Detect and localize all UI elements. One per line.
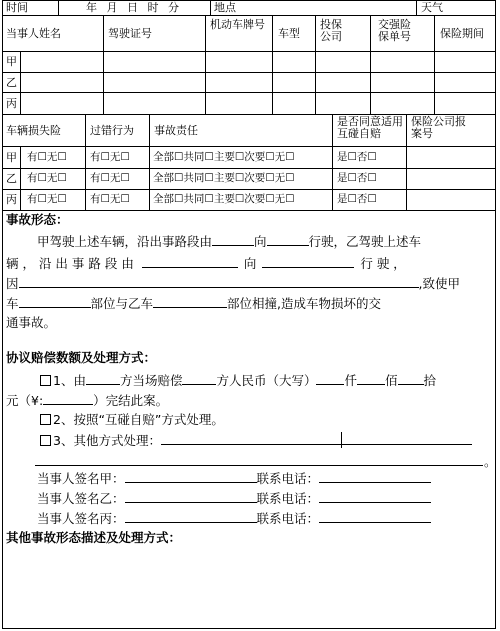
col-divider — [332, 114, 333, 210]
option-1-checkbox[interactable] — [40, 375, 51, 386]
compensation-option-1: 1、由 方当场赔偿 方人民币（大写） 仟 佰 拾 — [37, 370, 436, 391]
liability-option-c[interactable]: 全部☐共同☐主要☐次要☐无☐ — [153, 193, 295, 205]
vehicle-type-header: 车型 — [278, 27, 300, 40]
divider — [210, 0, 211, 16]
signature-a-field[interactable] — [125, 468, 257, 483]
phone-c-field[interactable] — [319, 508, 431, 523]
row-border — [2, 92, 496, 93]
vehicle-a-part-field[interactable] — [19, 293, 91, 308]
other-method-line — [35, 465, 483, 466]
cause-field[interactable] — [19, 273, 419, 288]
top-row-border — [2, 15, 496, 16]
from-road-field-b[interactable] — [142, 253, 238, 268]
payee-field[interactable] — [182, 370, 216, 385]
agree-option-c[interactable]: 是☐否☐ — [337, 193, 377, 205]
col-divider — [370, 15, 371, 114]
time-label: 时间 — [6, 1, 28, 14]
report-number-header: 保险公司报案号 — [411, 115, 466, 140]
accident-line-5: 通事故。 — [6, 315, 57, 330]
compensation-title: 协议赔偿数额及处理方式： — [6, 350, 157, 365]
party-b-label: 乙 — [6, 172, 17, 185]
party-c-label: 丙 — [6, 97, 17, 110]
fault-option-a[interactable]: 有☐无☐ — [90, 151, 130, 163]
col-divider — [20, 51, 21, 114]
row-border — [2, 189, 496, 190]
thousands-field[interactable] — [316, 370, 344, 385]
payer-field[interactable] — [86, 370, 120, 385]
option-3-checkbox[interactable] — [40, 435, 51, 446]
tens-field[interactable] — [398, 370, 424, 385]
divider — [58, 0, 59, 16]
col-divider — [85, 114, 86, 210]
other-method-field[interactable] — [161, 430, 341, 445]
to-direction-field[interactable] — [267, 231, 309, 246]
insurance-period-header: 保险期间 — [440, 27, 484, 40]
fault-option-c[interactable]: 有☐无☐ — [90, 193, 130, 205]
accident-line-1: 甲驾驶上述车辆，沿出事路段由 向 行驶，乙驾驶上述车 — [37, 231, 421, 252]
other-method-field-end[interactable] — [342, 430, 472, 445]
signature-b-row: 当事人签名乙： 联系电话： — [37, 488, 431, 509]
phone-a-field[interactable] — [319, 468, 431, 483]
party-a-label: 甲 — [6, 55, 17, 68]
row-border — [2, 72, 496, 73]
vehicle-damage-header: 车辆损失险 — [6, 124, 61, 137]
col-divider — [20, 146, 21, 210]
party-a-label: 甲 — [6, 151, 17, 164]
plate-header: 机动车牌号 — [210, 18, 265, 31]
col-divider — [406, 114, 407, 210]
option-2-checkbox[interactable] — [40, 414, 51, 425]
party-c-label: 丙 — [6, 193, 17, 206]
agree-option-a[interactable]: 是☐否☐ — [337, 151, 377, 163]
party-header-border — [2, 51, 496, 52]
policy-number-header: 交强险保单号 — [378, 18, 411, 43]
insurer-header: 投保公司 — [320, 18, 342, 43]
compensation-option-3: 3、其他方式处理： — [37, 430, 472, 451]
date-label: 年 月 日 时 分 — [86, 1, 179, 14]
signature-c-field[interactable] — [125, 508, 257, 523]
liability-header: 事故责任 — [154, 124, 198, 137]
party-b-label: 乙 — [6, 76, 17, 89]
signature-c-row: 当事人签名丙： 联系电话： — [37, 508, 431, 529]
signature-b-field[interactable] — [125, 488, 257, 503]
col-divider — [149, 114, 150, 210]
to-direction-field-b[interactable] — [262, 253, 354, 268]
compensation-option-2: 2、按照“互碰自赔”方式处理。 — [37, 410, 224, 430]
amount-field[interactable] — [43, 390, 93, 405]
fault-option-b[interactable]: 有☐无☐ — [90, 172, 130, 184]
col-divider — [315, 15, 316, 114]
row-border — [2, 168, 496, 169]
col-divider — [272, 15, 273, 114]
accident-line-3: 因 ,致使甲 — [6, 273, 460, 294]
place-label: 地点 — [214, 1, 236, 14]
divider — [416, 0, 417, 16]
hundreds-field[interactable] — [357, 370, 385, 385]
agree-header: 是否同意适用互碰自赔 — [337, 115, 403, 140]
line-end-dot: 。 — [484, 454, 497, 469]
weather-label: 天气 — [421, 1, 443, 14]
accident-line-4: 车 部位与乙车 部位相撞,造成车物损坏的交 — [6, 293, 381, 314]
col-divider — [205, 15, 206, 114]
col-divider — [103, 15, 104, 114]
compensation-option-1-cont: 元（¥: ）完结此案。 — [6, 390, 168, 411]
loss-header-border — [2, 146, 496, 147]
license-header: 驾驶证号 — [108, 27, 152, 40]
signature-a-row: 当事人签名甲： 联系电话： — [37, 468, 431, 489]
damage-option-b[interactable]: 有☐无☐ — [27, 172, 67, 184]
from-road-field[interactable] — [212, 231, 254, 246]
liability-option-a[interactable]: 全部☐共同☐主要☐次要☐无☐ — [153, 151, 295, 163]
vehicle-b-part-field[interactable] — [153, 293, 227, 308]
fault-header: 过错行为 — [90, 124, 134, 137]
col-divider — [434, 15, 435, 114]
party-name-header: 当事人姓名 — [6, 27, 61, 40]
accident-line-2: 辆 ， 沿 出 事 路 段 由 向 行 驶 ， — [6, 253, 406, 274]
loss-table-bottom — [2, 210, 496, 211]
liability-option-b[interactable]: 全部☐共同☐主要☐次要☐无☐ — [153, 172, 295, 184]
accident-form-title: 事故形态： — [6, 212, 69, 227]
damage-option-a[interactable]: 有☐无☐ — [27, 151, 67, 163]
phone-b-field[interactable] — [319, 488, 431, 503]
agree-option-b[interactable]: 是☐否☐ — [337, 172, 377, 184]
other-description-title: 其他事故形态描述及处理方式： — [6, 530, 182, 545]
damage-option-c[interactable]: 有☐无☐ — [27, 193, 67, 205]
